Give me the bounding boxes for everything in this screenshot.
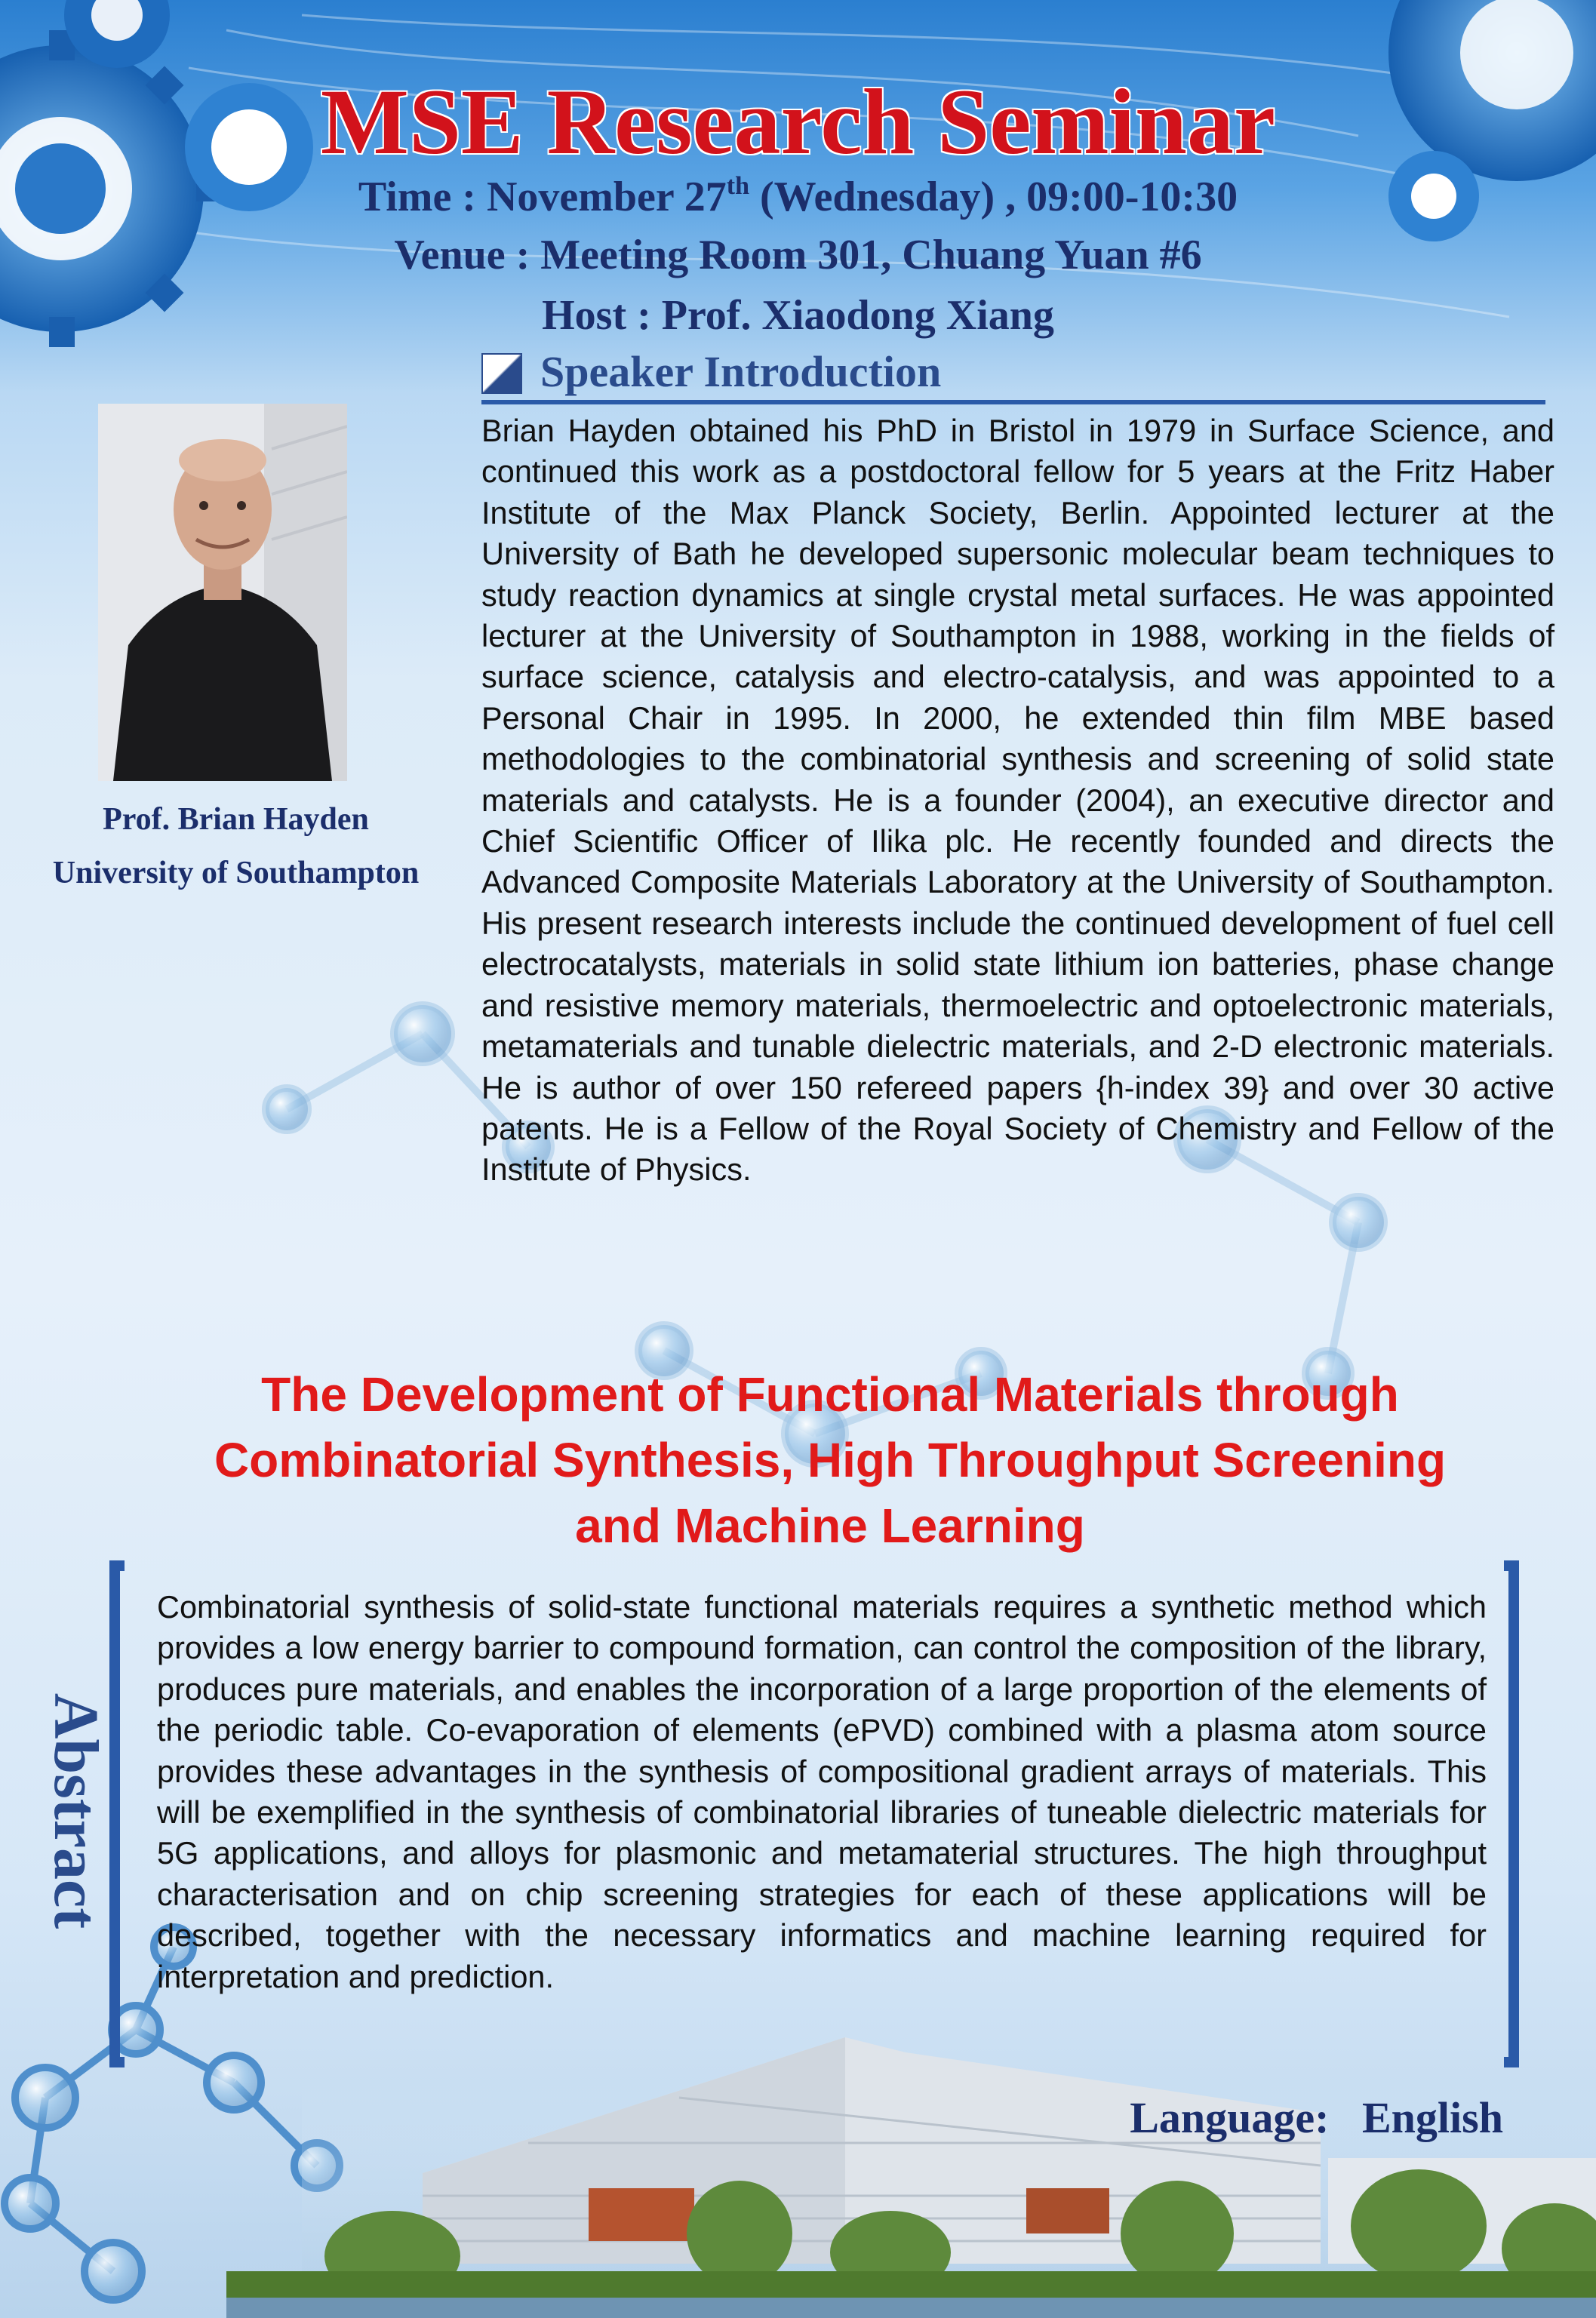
heading-divider <box>481 400 1545 404</box>
seminar-time <box>0 174 1596 218</box>
seminar-venue: Venue : Meeting Room 301, Chuang Yuan #6 <box>394 232 1202 278</box>
talk-title-line: The Development of Functional Materials through <box>261 1367 1399 1422</box>
talk-title <box>83 1362 1577 1559</box>
speaker-intro-heading <box>481 346 1545 406</box>
seminar-title: MSE Research Seminar <box>320 70 1276 174</box>
time-label: Time : November 27 <box>358 174 727 220</box>
speaker-photo <box>98 404 347 781</box>
abstract-text: Combinatorial synthesis of solid-state functional materials requires a synthetic method which provides a low energy barrier to compound formation, can control the composition of the library, produces pure materials, and enables the incorporation of a large proportion of the elements of the periodic table. Co-evaporation of elements (ePVD) combined with a plasma atom source provides these advantages in the synthesis of compositional gradient arrays of materials. This will be exemplified in the synthesis of combinatorial libraries of tuneable dielectric materials for 5G applications, and alloys for plasmonic and metamaterial structures. The high throughput characterisation and on chip screening strategies for each of these applications will be described, together with the necessary informatics and machine learning required for interpretation and prediction. <box>157 1589 1487 1994</box>
speaker-bio: Brian Hayden obtained his PhD in Bristol in 1979 in Surface Science, and continued this work as a postdoctoral fellow for 5 years at the Fritz Haber Institute of the Max Planck Society, Berlin. Appointed lecturer at the University of Bath he developed supersonic molecular beam techniques to study reaction dynamics at single crystal metal surfaces. He was appointed lecturer at the University of Southampton in 1988, working in the fields of surface science, catalysis and electro-catalysis, and was appointed to a Personal Chair in 1995. In 2000, he extended thin film MBE based methodologies to the combinatorial synthesis and screening of solid state materials and catalysts. He is a founder (2004), an executive director and Chief Scientific Officer of Ilika plc. He recently founded and directs the Advanced Composite Materials Laboratory at the University of Southampton. His present research interests include the continued development of fuel cell electrocatalysts, materials in solid state lithium ion batteries, phase change and resistive memory materials, thermoelectric and optoelectronic materials, metamaterials and tunable dielectric materials, and 2-D electronic materials. He is author of over 150 refereed papers {h-index 39} and over 30 active patents. He is a Fellow of the Royal Society of Chemistry and Fellow of the Institute of Physics. <box>481 413 1554 1188</box>
campus-building-photo <box>226 2037 1596 2318</box>
language-info: Language: English <box>1130 2093 1503 2142</box>
talk-title-line: Combinatorial Synthesis, High Throughput Screening <box>214 1433 1447 1487</box>
time-rest: (Wednesday) , 09:00-10:30 <box>749 174 1238 220</box>
speaker-intro-heading-text: Speaker Introduction <box>540 347 942 396</box>
heading-square-icon <box>481 353 522 394</box>
speaker-portrait-icon <box>98 404 347 781</box>
time-ordinal-suffix: th <box>726 172 749 200</box>
abstract-left-bracket <box>109 1560 125 2067</box>
abstract-right-bracket <box>1504 1560 1519 2067</box>
abstract-label: Abstract <box>41 1692 111 1929</box>
speaker-affiliation: University of Southampton <box>52 856 420 890</box>
speaker-name: Prof. Brian Hayden <box>103 802 369 837</box>
talk-title-line: and Machine Learning <box>575 1499 1085 1553</box>
seminar-host: Host : Prof. Xiaodong Xiang <box>542 292 1054 339</box>
